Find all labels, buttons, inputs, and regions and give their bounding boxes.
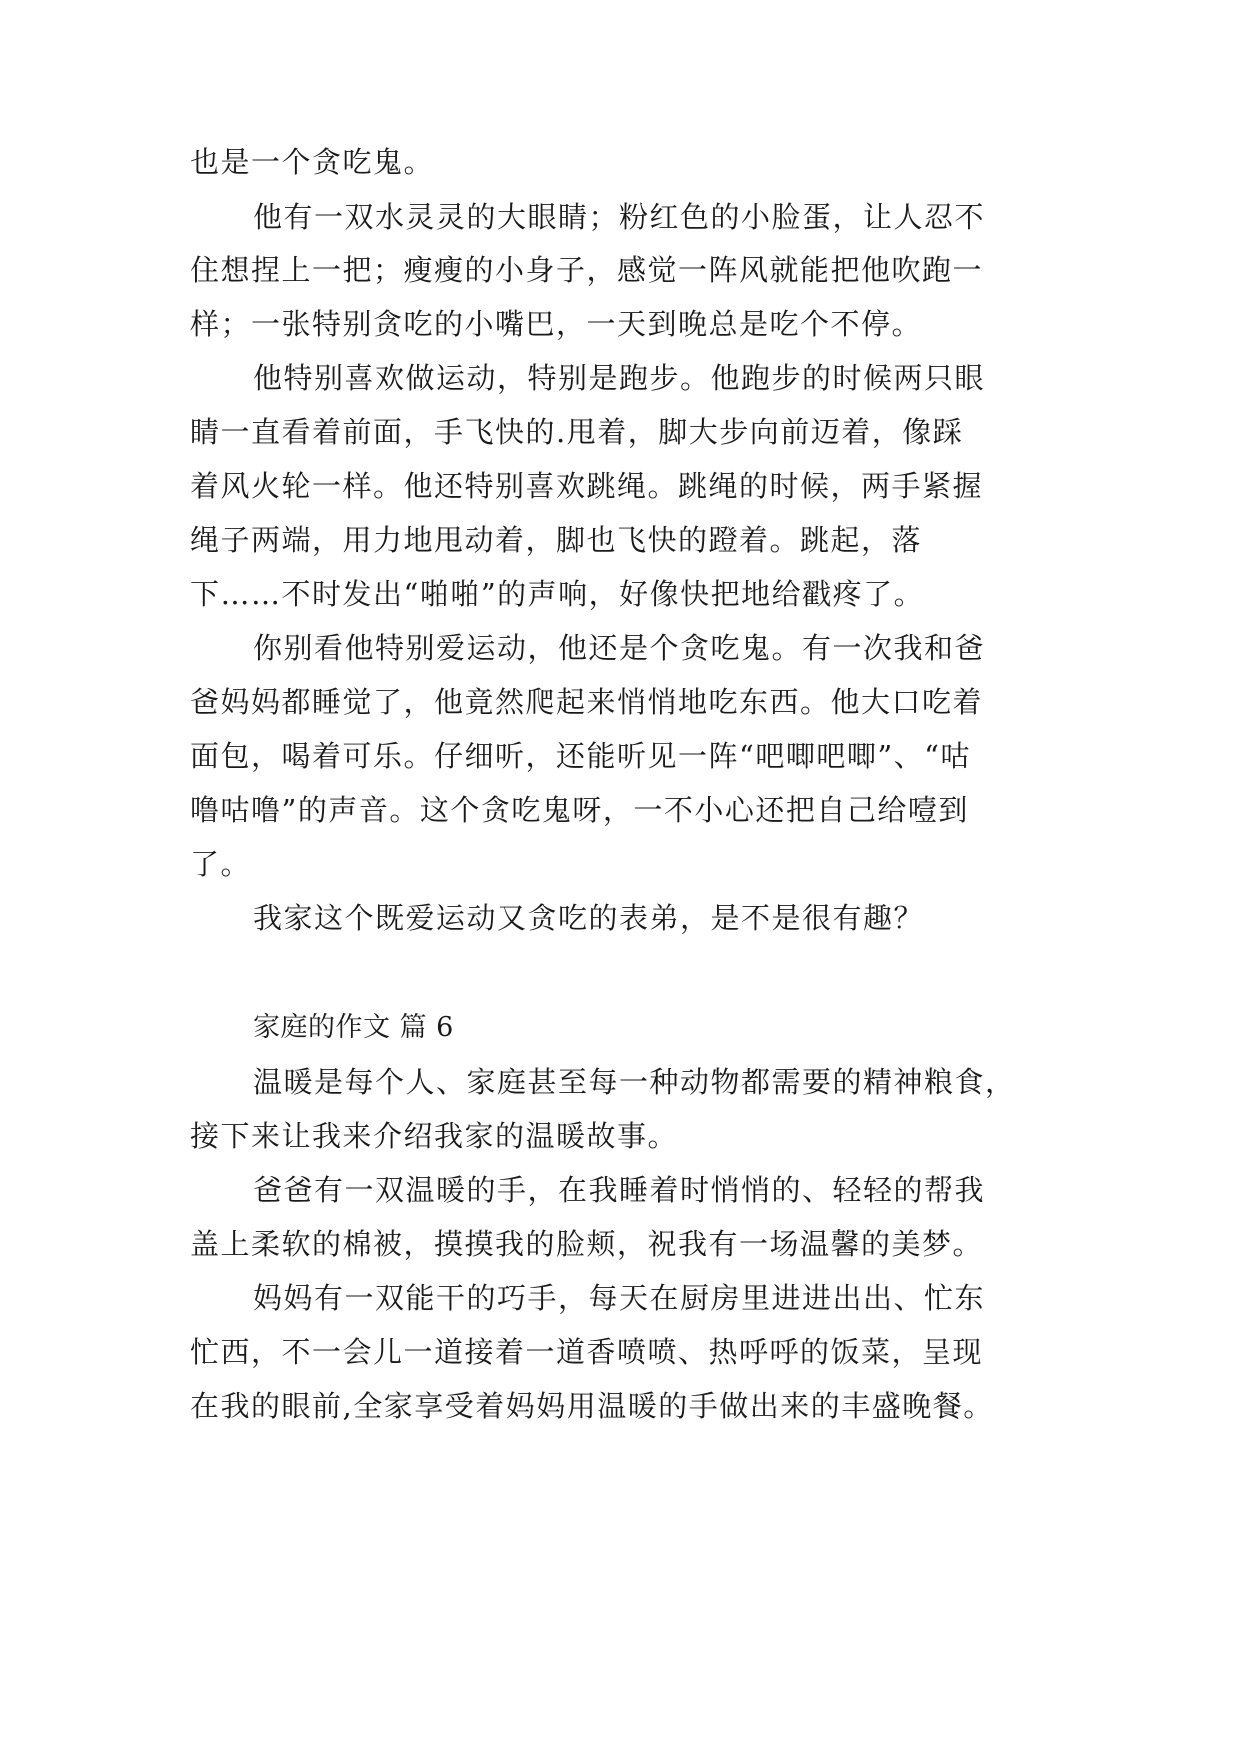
text-line: 了。 xyxy=(190,847,252,881)
paragraph-start-line: 温暖是每个人、家庭甚至每一种动物都需要的精神粮食， xyxy=(253,1065,1016,1099)
text-line: 也是一个贪吃鬼。 xyxy=(190,145,435,179)
paragraph-start-line: 妈妈有一双能干的巧手，每天在厨房里进进出出、忙东 xyxy=(253,1281,986,1315)
text-line: 忙西，不一会儿一道接着一道香喷喷、热呼呼的饭菜，呈现 xyxy=(190,1335,984,1369)
text-line: 爸妈妈都睡觉了，他竟然爬起来悄悄地吃东西。他大口吃着 xyxy=(190,685,984,719)
paragraph-start-line: 我家这个既爱运动又贪吃的表弟，是不是很有趣？ xyxy=(253,901,925,935)
paragraph-start-line: 他有一双水灵灵的大眼睛；粉红色的小脸蛋，让人忍不 xyxy=(253,200,986,234)
text-line: 住想捏上一把；瘦瘦的小身子，感觉一阵风就能把他吹跑一 xyxy=(190,253,984,287)
text-line: 接下来让我来介绍我家的温暖故事。 xyxy=(190,1119,679,1153)
text-line: 绳子两端，用力地甩动着，脚也飞快的蹬着。跳起，落 xyxy=(190,523,923,557)
text-line: 下……不时发出“啪啪”的声响，好像快把地给戳疼了。 xyxy=(190,577,925,611)
text-line: 噜咕噜”的声音。这个贪吃鬼呀，一不小心还把自己给噎到 xyxy=(190,793,969,827)
text-line: 在我的眼前,全家享受着妈妈用温暖的手做出来的丰盛晚餐。 xyxy=(190,1389,994,1423)
paragraph-start-line: 爸爸有一双温暖的手，在我睡着时悄悄的、轻轻的帮我 xyxy=(253,1173,986,1207)
text-line: 着风火轮一样。他还特别喜欢跳绳。跳绳的时候，两手紧握 xyxy=(190,469,984,503)
text-line: 面包，喝着可乐。仔细听，还能听见一阵“吧唧吧唧”、“咕 xyxy=(190,739,971,773)
text-line: 样；一张特别贪吃的小嘴巴，一天到晚总是吃个不停。 xyxy=(190,307,923,341)
section-heading: 家庭的作文 篇 6 xyxy=(253,1012,454,1043)
text-line: 盖上柔软的棉被，摸摸我的脸颊，祝我有一场温馨的美梦。 xyxy=(190,1227,984,1261)
paragraph-start-line: 他特别喜欢做运动，特别是跑步。他跑步的时候两只眼 xyxy=(253,361,986,395)
paragraph-start-line: 你别看他特别爱运动，他还是个贪吃鬼。有一次我和爸 xyxy=(253,631,986,665)
text-line: 睛一直看着前面，手飞快的.甩着，脚大步向前迈着，像踩 xyxy=(190,415,964,449)
